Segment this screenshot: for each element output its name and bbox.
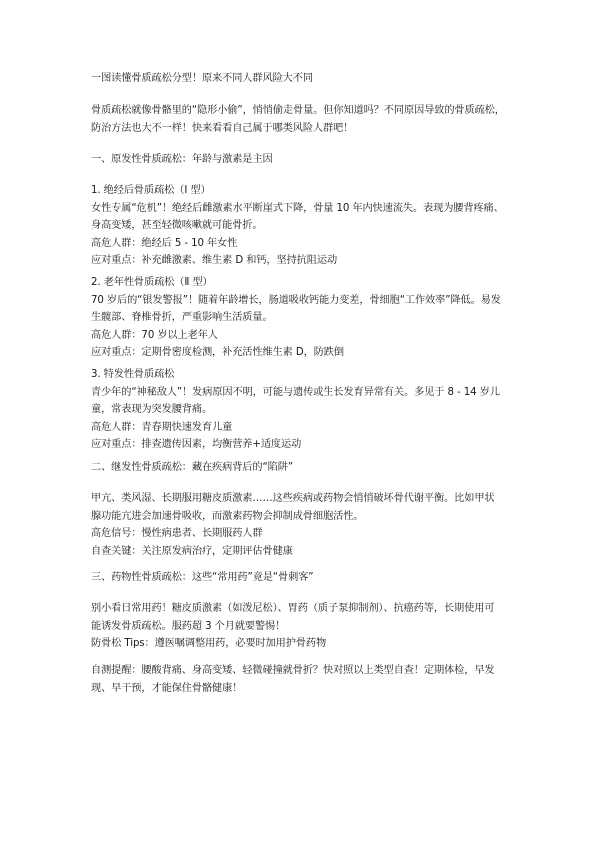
type1-block	[91, 182, 511, 270]
section3-heading-text: 三、药物性骨质疏松：这些“常用药”竟是“骨刺客”	[91, 572, 314, 583]
intro-paragraph	[91, 102, 511, 137]
type1-risk: 高危人群：绝经后 5 - 10 年女性	[91, 237, 238, 249]
section1-heading	[91, 151, 511, 169]
article-title-text: 一图读懂骨质疏松分型！原来不同人群风险大不同	[91, 73, 313, 84]
type2-block	[91, 274, 511, 362]
type2-focus: 应对重点：定期骨密度检测，补充活性维生素 D，防跌倒	[91, 347, 344, 359]
type3-title: 3. 特发性骨质疏松	[91, 369, 175, 380]
type1-desc-line: 女性专属“危机”！绝经后雌激素水平断崖式下降，骨量 10 年内快速流失。表现为腰背疼痛、	[91, 202, 504, 214]
section2-desc-line: 腺功能亢进会加速骨吸收，而激素药物会抑制成骨细胞活性。	[91, 510, 364, 522]
type1-title: 1. 绝经后骨质疏松（Ⅰ 型）	[91, 185, 211, 196]
type2-desc-line: 70 岁后的“银发警报”！随着年龄增长，肠道吸收钙能力变差，骨细胞“工作效率”降低。易发	[91, 294, 501, 306]
intro-line: 骨质疏松就像骨骼里的“隐形小偷”，悄悄偷走骨量。但你知道吗？不同原因导致的骨质疏松，	[91, 105, 505, 116]
article-title	[91, 70, 511, 88]
reminder-line: 自测提醒：腰酸背痛、身高变矮、轻微碰撞就骨折？快对照以上类型自查！定期体检，早发	[91, 665, 495, 676]
section3-desc-line: 别小看日常用药！糖皮质激素（如泼尼松）、胃药（质子泵抑制剂）、抗癌药等，长期使用可	[91, 603, 495, 614]
intro-line: 防治方法也大不一样！快来看看自己属于哪类风险人群吧！	[91, 122, 354, 134]
section2-key: 自查关键：关注原发病治疗，定期评估骨健康	[91, 545, 293, 557]
section2-signal: 高危信号：慢性病患者、长期服药人群	[91, 528, 263, 540]
section2-heading	[91, 459, 511, 477]
type2-risk: 高危人群：70 岁以上老年人	[91, 329, 218, 341]
type3-risk: 高危人群：青春期快速发育儿童	[91, 421, 233, 433]
type3-focus: 应对重点：排查遗传因素，均衡营养+适度运动	[91, 439, 302, 451]
reminder-paragraph	[91, 662, 511, 697]
type3-desc-line: 童，常表现为突发腰背痛。	[91, 404, 213, 416]
type2-title: 2. 老年性骨质疏松（Ⅱ 型）	[91, 277, 213, 288]
section2-desc-line: 甲亢、类风湿、长期服用糖皮质激素……这些疾病或药物会悄悄破坏骨代谢平衡。比如甲状	[91, 493, 495, 504]
type3-desc-line: 青少年的“神秘敌人”！发病原因不明，可能与遗传或生长发育异常有关。多见于 8 - 14 岁儿	[91, 386, 500, 398]
section3-heading	[91, 569, 511, 587]
type1-desc-line: 身高变矮，甚至轻微咳嗽就可能骨折。	[91, 220, 263, 232]
section1-heading-text: 一、原发性骨质疏松：年龄与激素是主因	[91, 154, 273, 165]
section2-heading-text: 二、继发性骨质疏松：藏在疾病背后的“陷阱”	[91, 462, 294, 473]
section3-body	[91, 600, 511, 653]
reminder-line: 现、早干预，才能保住骨骼健康！	[91, 682, 243, 694]
type2-desc-line: 生髋部、脊椎骨折，严重影响生活质量。	[91, 312, 273, 324]
section3-tips: 防骨松 Tips：遵医嘱调整用药，必要时加用护骨药物	[91, 638, 327, 650]
type1-focus: 应对重点：补充雌激素、维生素 D 和钙，坚持抗阻运动	[91, 255, 338, 267]
section3-desc-line: 能诱发骨质疏松。服药超 3 个月就要警惕！	[91, 620, 286, 632]
section2-body	[91, 490, 511, 560]
type3-block	[91, 366, 511, 454]
